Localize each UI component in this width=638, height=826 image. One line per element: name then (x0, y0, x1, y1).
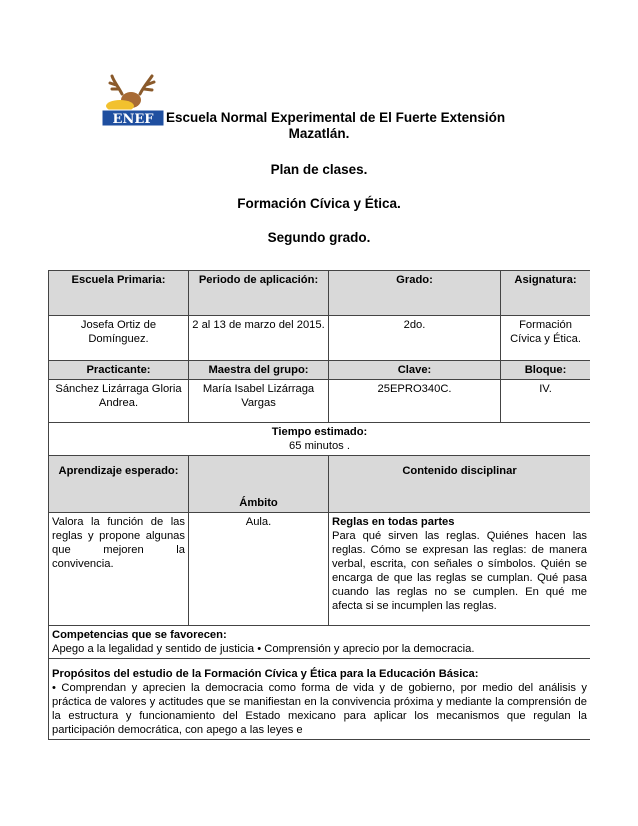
time-label: Tiempo estimado: (271, 426, 368, 438)
header-application-period: Periodo de aplicación: (189, 271, 329, 316)
header-group-teacher: Maestra del grupo: (189, 361, 329, 380)
value-grade: 2do. (329, 316, 501, 361)
plan-title: Plan de clases. (270, 162, 368, 177)
header-key: Clave: (329, 361, 501, 380)
purposes-label: Propósitos del estudio de la Formación Cívica y Ética para la Educación Básica: (52, 668, 479, 680)
school-name-line1: Escuela Normal Experimental de El Fuerte Extensión (166, 110, 506, 125)
header-learning: Aprendizaje esperado: (49, 456, 189, 513)
school-name-line2: Mazatlán. (288, 126, 350, 141)
header-block: Bloque: (501, 361, 590, 380)
table-row (49, 380, 591, 423)
value-primary-school: Josefa Ortiz de Domínguez. (49, 316, 189, 361)
table-row (49, 361, 591, 380)
content-title: Reglas en todas partes (332, 516, 455, 528)
lesson-plan-frame (48, 270, 590, 826)
header-scope-label: Ámbito (239, 497, 278, 509)
value-learning: Valora la función de las reglas y propone algunas que mejoren la convivencia. (49, 513, 189, 626)
value-practicante: Sánchez Lizárraga Gloria Andrea. (49, 380, 189, 423)
header-grade: Grado: (329, 271, 501, 316)
value-block: IV. (501, 380, 590, 423)
time-value: 65 minutos . (289, 440, 350, 452)
logo-text: ENEF (112, 112, 154, 127)
lesson-plan-table (48, 270, 590, 740)
grade-title: Segundo grado. (267, 230, 371, 245)
content-body: Para qué sirven las reglas. Quiénes hacen las reglas. Cómo se expresan las reglas: de manera verbal, escrita, con señales o símbolos. Quién se encarga de que las reglas se cumplan. Qué pasa cuando las reglas no se cumplen. En qué me afecta si se incumplen las reglas. (332, 530, 588, 612)
header-practicante: Practicante: (49, 361, 189, 380)
value-group-teacher: María Isabel Lizárraga Vargas (189, 380, 329, 423)
value-subject: Formación Cívica y Ética. (501, 316, 590, 361)
competencies-label: Competencias que se favorecen: (52, 629, 227, 641)
table-row (49, 513, 591, 626)
value-scope: Aula. (189, 513, 329, 626)
value-key: 25EPRO340C. (329, 380, 501, 423)
purposes-value: • Comprendan y aprecien la democracia como forma de vida y de gobierno, por medio del análisis y práctica de valores y actitudes que se manifiestan en la convivencia próxima y mediante la comprensión de la estructura y funcionamiento del Estado mexicano para aplicar los mecanismos que regulan la participación democrática, con apego a las leyes e (52, 682, 588, 736)
table-row (49, 659, 591, 740)
school-logo (100, 72, 166, 128)
value-application-period: 2 al 13 de marzo del 2015. (189, 316, 329, 361)
table-row (49, 316, 591, 361)
table-row (49, 423, 591, 456)
table-row (49, 626, 591, 659)
competencies-value: Apego a la legalidad y sentido de justicia • Comprensión y aprecio por la democracia. (52, 643, 475, 655)
header-content: Contenido disciplinar (329, 456, 591, 513)
header-subject: Asignatura: (501, 271, 590, 316)
header-primary-school: Escuela Primaria: (49, 271, 189, 316)
subject-title: Formación Cívica y Ética. (237, 196, 401, 211)
table-row (49, 456, 591, 513)
header-scope (189, 456, 329, 513)
table-row (49, 271, 591, 316)
